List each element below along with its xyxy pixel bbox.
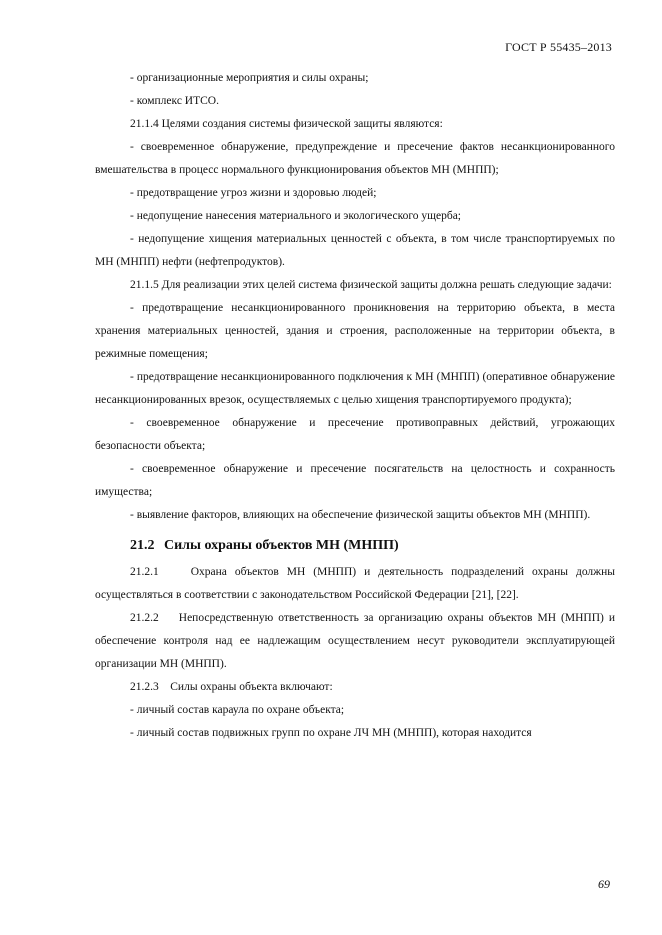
page-number: 69 — [598, 877, 610, 891]
list-item: - предотвращение несанкционированного проникновения на территорию объекта, в места хранения материальных ценностей, здания и строения, расположенные на территории объекта, в режимные помещения; — [95, 302, 615, 360]
clause-21-1-4: 21.1.4 Целями создания системы физической защиты являются: — [130, 118, 443, 130]
list-item: - своевременное обнаружение и пресечение противоправных действий, угрожающих безопасности объекта; — [95, 417, 615, 452]
list-item: - предотвращение несанкционированного подключения к МН (МНПП) (оперативное обнаружение несанкционированных врезок, осуществляемых с целью хищения транспортируемого продукта); — [95, 371, 615, 406]
list-item: - выявление факторов, влияющих на обеспечение физической защиты объектов МН (МНПП). — [130, 509, 591, 521]
clause-21-1-5: 21.1.5 Для реализации этих целей система физической защиты должна решать следующие задачи: — [130, 279, 612, 291]
list-item: - комплекс ИТСО. — [130, 95, 219, 107]
clause-21-2-2: 21.2.2 Непосредственную ответственность за организацию охраны объектов МН (МНПП) и обеспечение контроля над ее надлежащим осуществлением несут руководители эксплуатирующей организации МН (МНПП). — [95, 612, 618, 670]
list-item: - предотвращение угроз жизни и здоровью людей; — [130, 187, 377, 199]
section-heading — [95, 531, 615, 561]
clause-21-2-3: 21.2.3 Силы охраны объекта включают: — [130, 681, 333, 693]
section-title: Силы охраны объектов МН (МНПП) — [164, 538, 399, 553]
list-item: - своевременное обнаружение и пресечение посягательств на целостность и сохранность имущества; — [95, 463, 615, 498]
list-item: - своевременное обнаружение, предупреждение и пресечение фактов несанкционированного вмешательства в процесс нормального функционирования объектов МН (МНПП); — [95, 141, 615, 176]
document-code-header: ГОСТ Р 55435–2013 — [505, 40, 612, 54]
section-number: 21.2 — [130, 538, 155, 553]
list-item: - недопущение нанесения материального и экологического ущерба; — [130, 210, 462, 222]
list-item: - недопущение хищения материальных ценностей с объекта, в том числе транспортируемых по МН (МНПП) нефти (нефтепродуктов). — [95, 233, 615, 268]
page-body — [95, 67, 618, 745]
list-item: - личный состав караула по охране объекта; — [130, 704, 345, 716]
list-item: - организационные мероприятия и силы охраны; — [130, 72, 369, 84]
clause-21-2-1: 21.2.1 Охрана объектов МН (МНПП) и деятельность подразделений охраны должны осуществляться в соответствии с законодательством Российской Федерации [21], [22]. — [95, 566, 618, 601]
list-item: - личный состав подвижных групп по охране ЛЧ МН (МНПП), которая находится — [130, 727, 532, 739]
